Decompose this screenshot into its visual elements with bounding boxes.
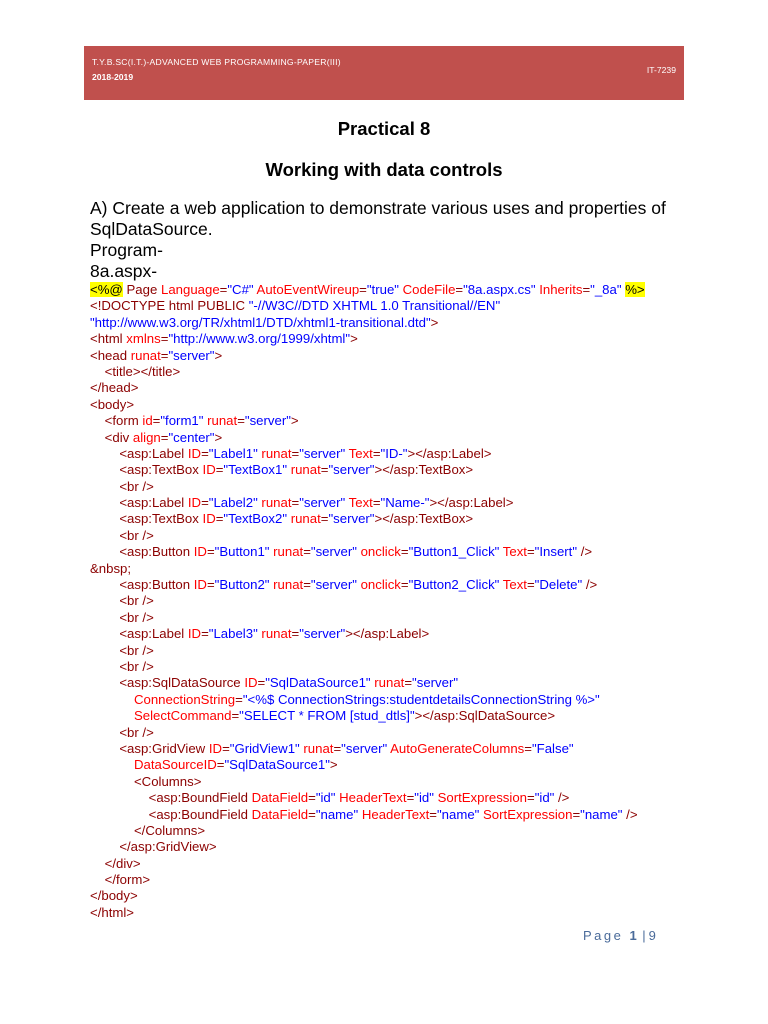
- code-line: <asp:SqlDataSource ID="SqlDataSource1" runat="server": [119, 675, 459, 691]
- practical-title: Practical 8: [337, 118, 431, 139]
- code-line: </html>: [90, 904, 134, 920]
- page-label: Page: [583, 928, 624, 943]
- code-line: <br />: [119, 658, 154, 674]
- code-line: </div>: [104, 855, 141, 871]
- code-listing: [90, 282, 730, 921]
- code-line: <asp:Button ID="Button1" runat="server" onclick="Button1_Click" Text="Insert" />: [119, 544, 593, 560]
- code-line: </head>: [90, 380, 139, 396]
- code-line: <asp:Label ID="Label2" runat="server" Text="Name-"></asp:Label>: [119, 495, 514, 511]
- intro-line: Program-: [90, 240, 163, 260]
- code-line: <head runat="server">: [90, 347, 223, 363]
- code-line: <%@ Page Language="C#" AutoEventWireup="true" CodeFile="8a.aspx.cs" Inherits="_8a" %>: [90, 282, 645, 297]
- code-line: DataSourceID="SqlDataSource1">: [133, 757, 338, 773]
- page-separator: |: [642, 928, 646, 943]
- code-line: <title></title>: [104, 363, 181, 379]
- code-line: <Columns>: [133, 773, 202, 789]
- code-line: <asp:TextBox ID="TextBox2" runat="server"></asp:TextBox>: [119, 511, 474, 527]
- code-line: <asp:TextBox ID="TextBox1" runat="server"></asp:TextBox>: [119, 462, 474, 478]
- code-line: <asp:Label ID="Label3" runat="server"></asp:Label>: [119, 626, 430, 642]
- code-line: <br />: [119, 478, 154, 494]
- academic-year: 2018-2019: [92, 72, 134, 82]
- code-line: <br />: [119, 724, 154, 740]
- practical-subtitle: Working with data controls: [265, 159, 503, 180]
- intro-text: [90, 198, 710, 282]
- course-title: T.Y.B.SC(I.T.)-ADVANCED WEB PROGRAMMING-PAPER(III): [92, 57, 341, 67]
- code-line: </Columns>: [133, 822, 206, 838]
- code-line: <br />: [119, 642, 154, 658]
- code-line: <form id="form1" runat="server">: [104, 413, 299, 429]
- code-line: </form>: [104, 872, 151, 888]
- code-line: <asp:GridView ID="GridView1" runat="server" AutoGenerateColumns="False": [119, 740, 574, 756]
- page-footer: [583, 928, 658, 943]
- code-line: &nbsp;: [90, 560, 132, 576]
- code-line: </asp:GridView>: [119, 839, 217, 855]
- code-line: <asp:Button ID="Button2" runat="server" onclick="Button2_Click" Text="Delete" />: [119, 577, 598, 593]
- total-pages: 9: [648, 928, 659, 943]
- code-line: </body>: [90, 888, 138, 904]
- code-line: <asp:BoundField DataField="name" HeaderText="name" SortExpression="name" />: [148, 806, 638, 822]
- code-line: <br />: [119, 527, 154, 543]
- code-line: <div align="center">: [104, 429, 223, 445]
- intro-line: A) Create a web application to demonstrate various uses and properties of: [90, 198, 666, 218]
- intro-line: 8a.aspx-: [90, 261, 158, 281]
- code-line: <asp:BoundField DataField="id" HeaderText="id" SortExpression="id" />: [148, 790, 570, 806]
- course-code: IT-7239: [646, 65, 676, 75]
- page-number: 1: [629, 928, 640, 943]
- code-line: <br />: [119, 593, 154, 609]
- code-line: ConnectionString="<%$ ConnectionStrings:studentdetailsConnectionString %>": [133, 691, 600, 707]
- code-line: SelectCommand="SELECT * FROM [stud_dtls]"></asp:SqlDataSource>: [133, 708, 556, 724]
- intro-line: SqlDataSource.: [90, 219, 213, 239]
- page-header: [84, 46, 684, 100]
- code-line: "http://www.w3.org/TR/xhtml1/DTD/xhtml1-transitional.dtd">: [90, 314, 439, 330]
- code-line: <!DOCTYPE html PUBLIC "-//W3C//DTD XHTML 1.0 Transitional//EN": [90, 298, 501, 314]
- code-line: <html xmlns="http://www.w3.org/1999/xhtml">: [90, 331, 358, 347]
- code-line: <asp:Label ID="Label1" runat="server" Text="ID-"></asp:Label>: [119, 445, 492, 461]
- code-line: <br />: [119, 609, 154, 625]
- code-line: <body>: [90, 396, 135, 412]
